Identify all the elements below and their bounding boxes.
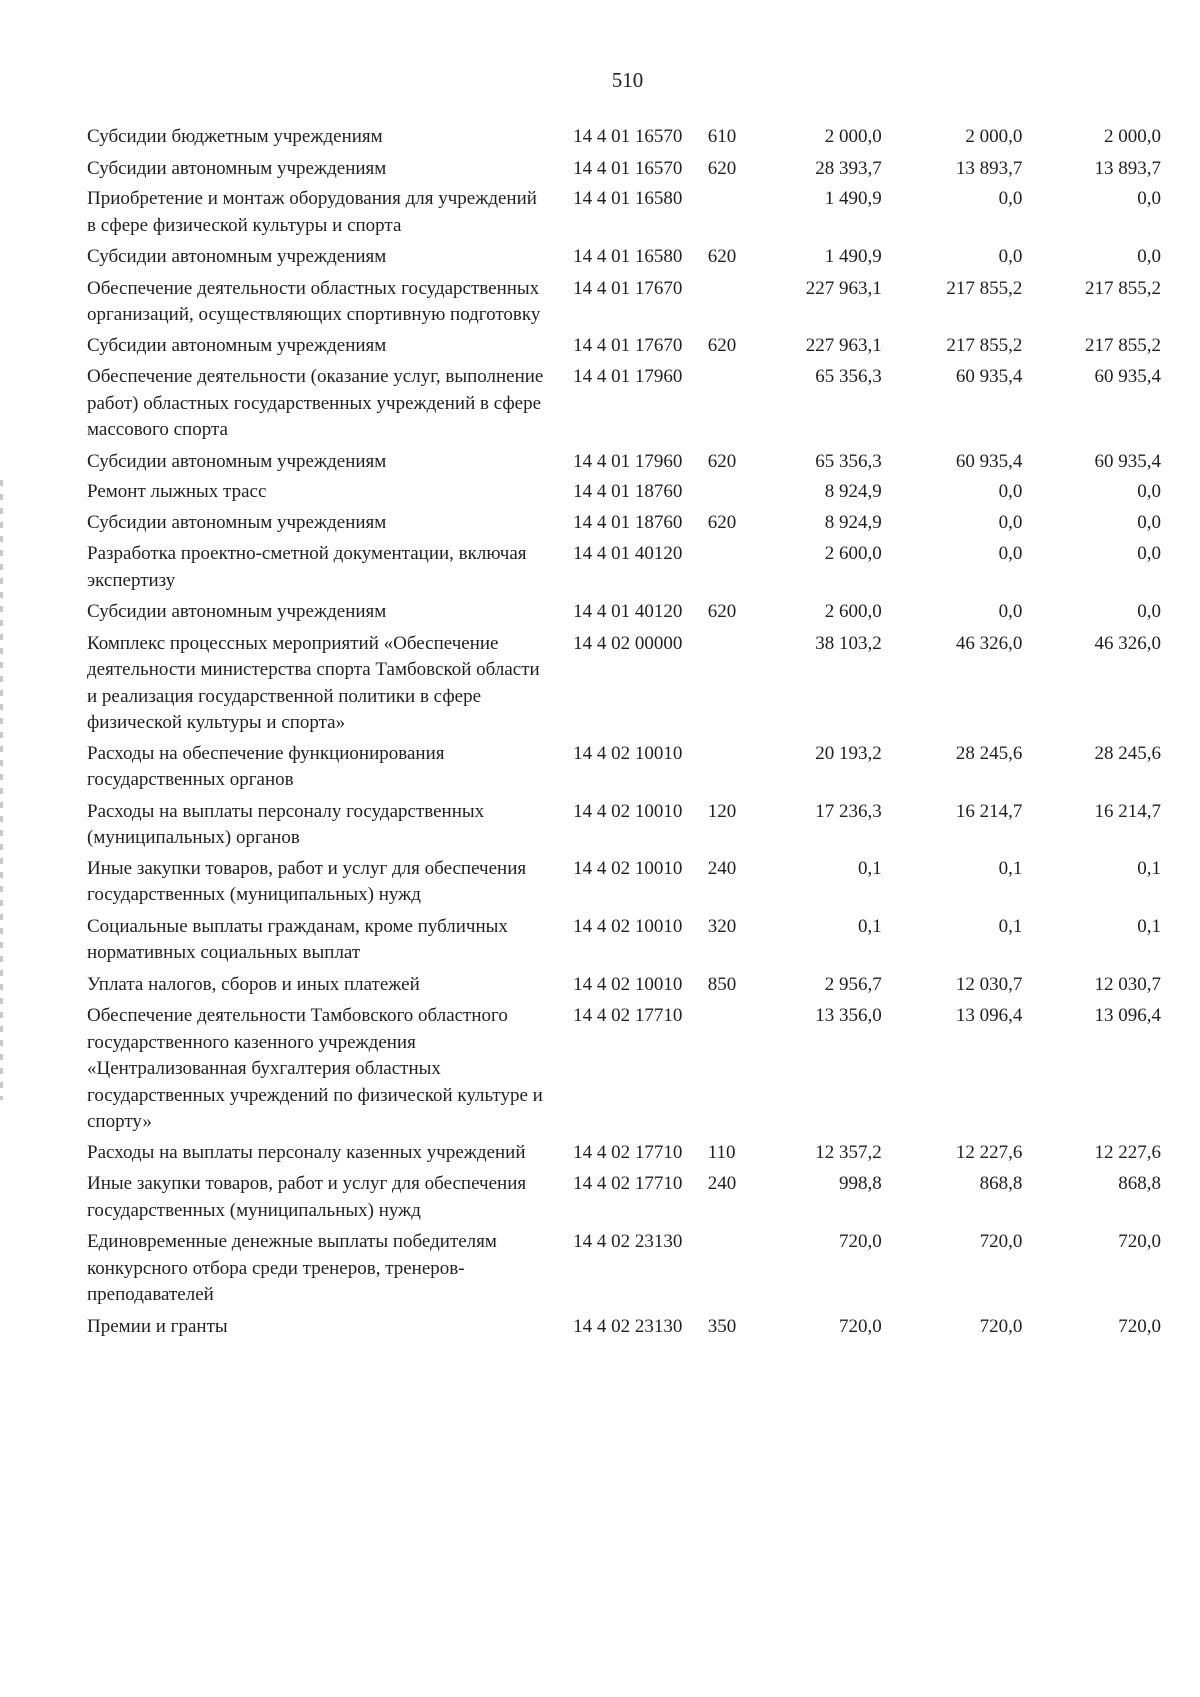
table-row (87, 333, 1161, 360)
row-value-3: 0,1 (1137, 857, 1162, 879)
row-value-3: 868,8 (1118, 1173, 1162, 1194)
row-code: 14 4 02 23130 (573, 1231, 683, 1252)
row-code: 14 4 01 17960 (573, 366, 683, 387)
row-value-3: 0,0 (1137, 601, 1162, 622)
row-value-1: 17 236,3 (815, 800, 882, 822)
row-code: 14 4 02 10010 (573, 973, 683, 995)
row-value-3: 0,0 (1137, 543, 1162, 564)
row-name: Субсидии бюджетным учреждениям (87, 126, 383, 147)
table-row (87, 914, 1161, 967)
row-value-3: 60 935,4 (1094, 450, 1162, 472)
row-value-3: 0,0 (1137, 188, 1162, 209)
table-row (87, 510, 1161, 537)
row-code: 14 4 01 16570 (573, 126, 683, 147)
row-value-2: 12 227,6 (955, 1141, 1023, 1163)
row-name: Ремонт лыжных трасс (87, 481, 267, 502)
row-value-3: 0,0 (1137, 511, 1162, 533)
row-expense-type: 240 (707, 1173, 737, 1194)
row-name: Расходы на выплаты персоналу казенных учреждений (87, 1141, 526, 1163)
row-value-3: 0,1 (1137, 915, 1162, 937)
row-expense-type: 120 (707, 800, 737, 822)
row-name: Комплекс процессных мероприятий «Обеспечение деятельности министерства спорта Тамбовской области и реализация государственной политики в сфере физической культуры и спорта» (87, 632, 540, 733)
row-value-1: 65 356,3 (815, 366, 882, 387)
row-code: 14 4 02 17710 (573, 1005, 683, 1026)
row-value-2: 2 000,0 (965, 126, 1023, 147)
row-name: Разработка проектно-сметной документации, включая экспертизу (87, 543, 527, 591)
row-code: 14 4 01 16580 (573, 188, 683, 209)
table-row (87, 156, 1161, 183)
row-value-3: 217 855,2 (1085, 277, 1162, 299)
table-row (87, 244, 1161, 271)
row-name: Социальные выплаты гражданам, кроме публичных нормативных социальных выплат (87, 915, 508, 963)
row-name: Субсидии автономным учреждениям (87, 157, 387, 179)
row-value-1: 28 393,7 (815, 157, 882, 179)
row-expense-type: 620 (707, 511, 737, 533)
row-value-1: 227 963,1 (805, 334, 882, 356)
row-code: 14 4 01 40120 (573, 543, 683, 564)
row-name: Субсидии автономным учреждениям (87, 246, 387, 267)
budget-table (87, 124, 1161, 1340)
row-value-1: 2 956,7 (824, 973, 882, 995)
row-value-1: 12 357,2 (815, 1141, 882, 1163)
scan-margin-marks (0, 480, 3, 1100)
row-value-3: 13 096,4 (1094, 1005, 1162, 1026)
row-value-1: 38 103,2 (815, 632, 882, 654)
page-number: 510 (611, 68, 644, 92)
row-value-1: 1 490,9 (824, 188, 882, 209)
row-value-2: 720,0 (979, 1231, 1023, 1252)
table-row (87, 856, 1161, 909)
row-expense-type: 350 (707, 1315, 737, 1337)
row-name: Обеспечение деятельности областных государственных организаций, осуществляющих спортивную подготовку (87, 277, 541, 325)
row-value-1: 720,0 (839, 1231, 882, 1252)
row-code: 14 4 02 10010 (573, 742, 683, 764)
row-code: 14 4 02 10010 (573, 857, 683, 879)
row-value-2: 0,0 (998, 481, 1023, 502)
row-value-3: 46 326,0 (1094, 632, 1162, 654)
row-name: Иные закупки товаров, работ и услуг для обеспечения государственных (муниципальных) нужд (87, 1173, 527, 1221)
row-code: 14 4 02 10010 (573, 800, 683, 822)
table-row (87, 449, 1161, 476)
row-name: Обеспечение деятельности (оказание услуг, выполнение работ) областных государственных учреждений в сфере массового спорта (87, 366, 544, 440)
row-value-2: 0,0 (998, 543, 1023, 564)
row-value-2: 0,0 (998, 188, 1023, 209)
row-value-2: 0,0 (998, 601, 1023, 622)
row-expense-type: 620 (707, 450, 737, 472)
row-code: 14 4 01 18760 (573, 481, 683, 502)
row-value-1: 720,0 (839, 1315, 882, 1337)
row-value-1: 8 924,9 (824, 511, 882, 533)
row-value-2: 720,0 (979, 1315, 1023, 1337)
row-value-1: 0,1 (858, 915, 882, 937)
row-value-2: 0,1 (998, 915, 1023, 937)
row-name: Единовременные денежные выплаты победителям конкурсного отбора среди тренеров, тренеров-преподавателей (87, 1231, 497, 1305)
row-expense-type: 240 (707, 857, 737, 879)
row-value-2: 16 214,7 (955, 800, 1023, 822)
row-expense-type: 620 (707, 601, 737, 622)
row-code: 14 4 01 17960 (573, 450, 683, 472)
row-value-3: 12 227,6 (1094, 1141, 1162, 1163)
row-value-2: 28 245,6 (955, 742, 1023, 764)
row-value-1: 2 000,0 (824, 126, 882, 147)
row-code: 14 4 02 23130 (573, 1315, 683, 1337)
row-expense-type: 620 (707, 157, 737, 179)
row-code: 14 4 02 10010 (573, 915, 683, 937)
row-value-3: 13 893,7 (1094, 157, 1162, 179)
row-expense-type: 320 (707, 915, 737, 937)
row-value-2: 0,0 (998, 511, 1023, 533)
row-code: 14 4 01 16580 (573, 246, 683, 267)
table-row (87, 541, 1161, 594)
row-value-2: 13 893,7 (955, 157, 1023, 179)
row-name: Субсидии автономным учреждениям (87, 601, 387, 622)
row-name: Премии и гранты (87, 1315, 228, 1337)
table-row (87, 276, 1161, 329)
table-row (87, 186, 1161, 239)
row-code: 14 4 01 17670 (573, 277, 683, 299)
row-value-2: 60 935,4 (955, 366, 1023, 387)
row-code: 14 4 02 17710 (573, 1173, 683, 1194)
row-value-2: 46 326,0 (955, 632, 1023, 654)
table-row (87, 1140, 1161, 1167)
row-value-2: 12 030,7 (955, 973, 1023, 995)
row-value-2: 0,0 (998, 246, 1023, 267)
row-value-2: 60 935,4 (955, 450, 1023, 472)
row-value-2: 217 855,2 (946, 277, 1023, 299)
row-value-3: 217 855,2 (1085, 334, 1162, 356)
row-code: 14 4 02 00000 (573, 632, 683, 654)
row-expense-type: 850 (707, 973, 737, 995)
row-name: Иные закупки товаров, работ и услуг для обеспечения государственных (муниципальных) нужд (87, 857, 527, 905)
row-expense-type: 620 (707, 246, 737, 267)
row-value-3: 720,0 (1118, 1231, 1162, 1252)
row-code: 14 4 01 40120 (573, 601, 683, 622)
row-value-1: 20 193,2 (815, 742, 882, 764)
table-row (87, 124, 1161, 151)
row-value-3: 0,0 (1137, 246, 1162, 267)
row-name: Расходы на выплаты персоналу государственных (муниципальных) органов (87, 800, 485, 848)
row-name: Приобретение и монтаж оборудования для учреждений в сфере физической культуры и спорта (87, 188, 537, 236)
table-row (87, 972, 1161, 999)
row-value-2: 0,1 (998, 857, 1023, 879)
row-value-2: 13 096,4 (955, 1005, 1023, 1026)
row-value-1: 998,8 (839, 1173, 882, 1194)
row-value-2: 868,8 (979, 1173, 1023, 1194)
row-expense-type: 610 (707, 126, 737, 147)
row-value-3: 0,0 (1137, 481, 1162, 502)
table-row (87, 479, 1161, 506)
table-row (87, 1229, 1161, 1309)
row-name: Субсидии автономным учреждениям (87, 334, 387, 356)
row-name: Субсидии автономным учреждениям (87, 450, 387, 472)
row-value-2: 217 855,2 (946, 334, 1023, 356)
row-value-1: 227 963,1 (805, 277, 882, 299)
row-expense-type: 110 (707, 1141, 736, 1163)
table-row (87, 799, 1161, 852)
row-value-3: 16 214,7 (1094, 800, 1162, 822)
row-code: 14 4 02 17710 (573, 1141, 683, 1163)
table-row (87, 631, 1161, 737)
row-code: 14 4 01 18760 (573, 511, 683, 533)
row-name: Уплата налогов, сборов и иных платежей (87, 973, 420, 995)
row-name: Расходы на обеспечение функционирования государственных органов (87, 742, 445, 790)
row-value-3: 60 935,4 (1094, 366, 1162, 387)
row-value-1: 13 356,0 (815, 1005, 882, 1026)
table-row (87, 741, 1161, 794)
table-row (87, 1003, 1161, 1136)
table-row (87, 599, 1161, 626)
row-value-1: 2 600,0 (824, 543, 882, 564)
row-name: Субсидии автономным учреждениям (87, 511, 387, 533)
row-value-1: 8 924,9 (824, 481, 882, 502)
table-row (87, 364, 1161, 444)
row-value-1: 0,1 (858, 857, 882, 879)
row-code: 14 4 01 16570 (573, 157, 683, 179)
row-expense-type: 620 (707, 334, 737, 356)
row-value-3: 12 030,7 (1094, 973, 1162, 995)
row-value-3: 28 245,6 (1094, 742, 1162, 764)
row-name: Обеспечение деятельности Тамбовского областного государственного казенного учреждения «Централизованная бухгалтерия областных государственных учреждений по физической культуре и спорту» (87, 1005, 543, 1132)
table-row (87, 1171, 1161, 1224)
row-value-3: 2 000,0 (1104, 126, 1162, 147)
row-value-3: 720,0 (1118, 1315, 1162, 1337)
table-row (87, 1314, 1161, 1341)
row-value-1: 1 490,9 (824, 246, 882, 267)
row-code: 14 4 01 17670 (573, 334, 683, 356)
row-value-1: 2 600,0 (824, 601, 882, 622)
row-value-1: 65 356,3 (815, 450, 882, 472)
